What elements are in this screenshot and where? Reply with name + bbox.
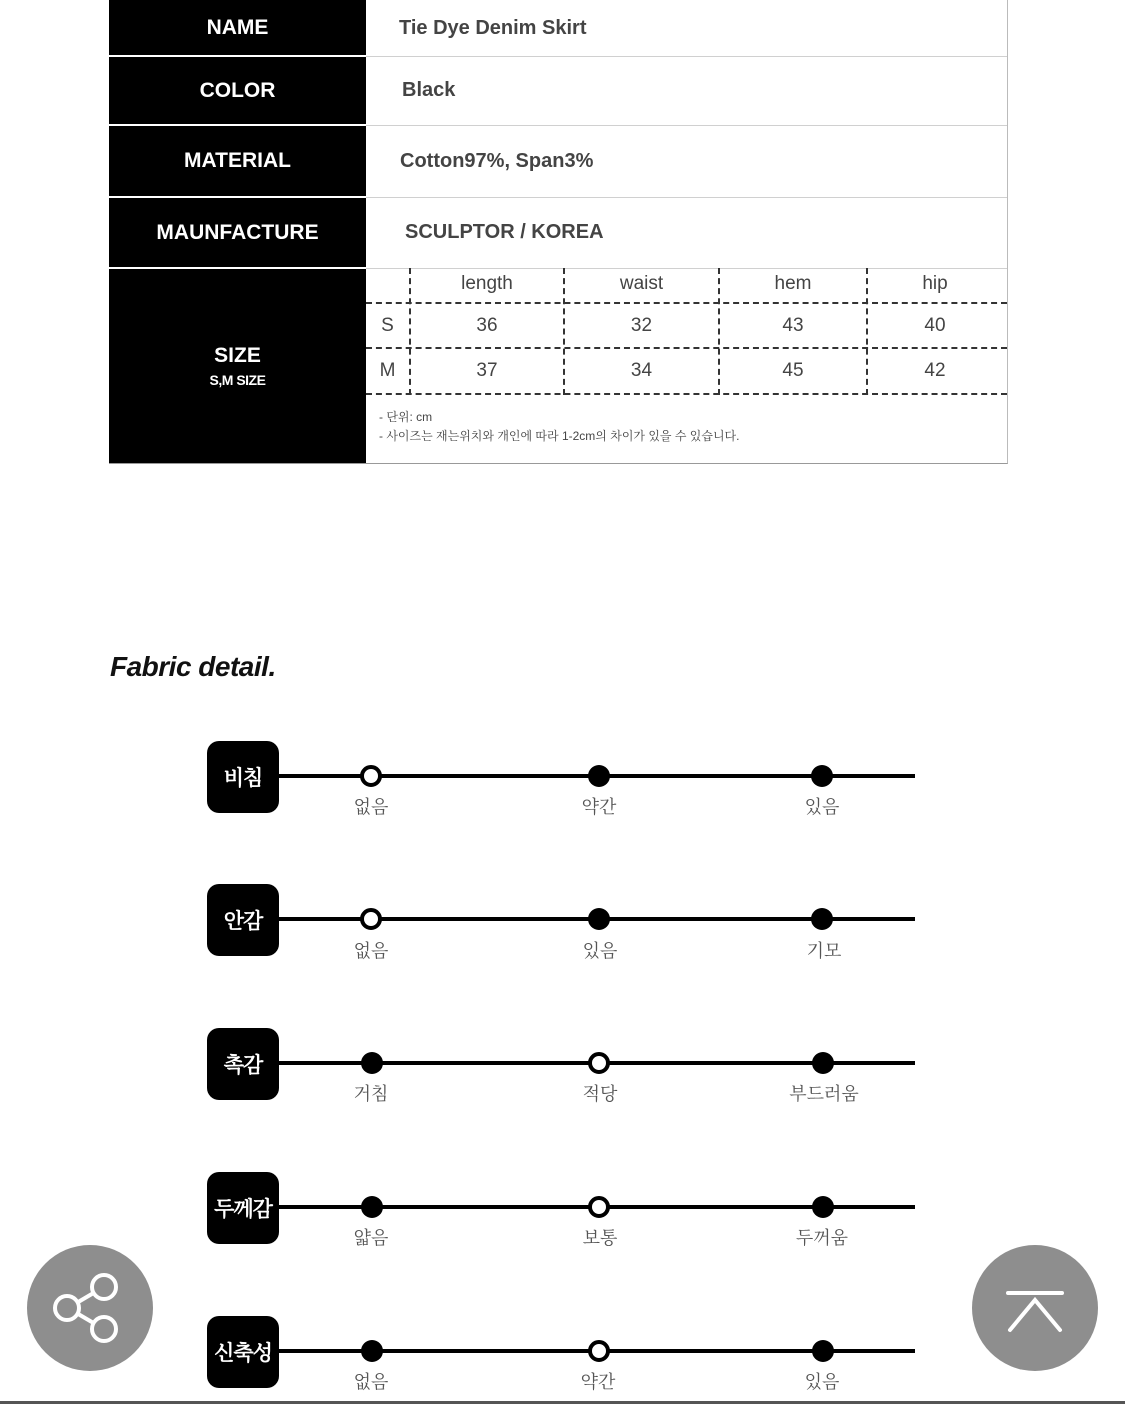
- scale-dot: [812, 1196, 834, 1218]
- scale-option: 있음: [804, 797, 840, 817]
- scale-option: 없음: [353, 797, 389, 817]
- scale-dot: [588, 1052, 610, 1074]
- color-label: COLOR: [109, 57, 366, 124]
- size-cell: 36: [476, 314, 498, 336]
- scale-dot: [588, 908, 610, 930]
- fabric-row-thickness: [0, 1171, 1125, 1261]
- scale-option: 있음: [582, 941, 618, 961]
- size-cell: 40: [924, 314, 946, 336]
- scale-option: 부드러움: [789, 1084, 859, 1104]
- scale-option: 없음: [353, 1372, 389, 1392]
- size-cell: 45: [782, 360, 804, 381]
- column-header-hip: hip: [922, 273, 948, 294]
- material-label: MATERIAL: [109, 126, 366, 196]
- scale-dot: [361, 1340, 383, 1362]
- size-sublabel: S,M SIZE: [209, 372, 266, 388]
- size-label: SIZE S,M SIZE: [109, 269, 366, 463]
- scale-dot: [811, 765, 833, 787]
- size-note: - 단위: cm: [379, 410, 433, 424]
- scale-option: 얇음: [353, 1228, 389, 1248]
- scale-option: 있음: [804, 1372, 840, 1392]
- scroll-to-top-button[interactable]: [972, 1245, 1098, 1371]
- product-spec-table: [109, 0, 1008, 464]
- scale-dot: [588, 1340, 610, 1362]
- fabric-row-label: 두께감: [207, 1172, 279, 1244]
- manufacture-label: MAUNFACTURE: [109, 198, 366, 267]
- size-cell: 43: [782, 314, 804, 336]
- scale-dot: [360, 908, 382, 930]
- material-value: Cotton97%, Span3%: [366, 125, 1007, 198]
- scale-dot: [361, 1052, 383, 1074]
- name-value: Tie Dye Denim Skirt: [366, 0, 1007, 57]
- scale-option: 적당: [582, 1084, 618, 1104]
- size-row-label: S: [381, 314, 394, 336]
- scale-dot: [588, 765, 610, 787]
- scale-option: 약간: [581, 797, 617, 817]
- size-note: - 사이즈는 재는위치와 개인에 따라 1-2cm의 차이가 있을 수 있습니다.: [379, 429, 740, 443]
- scale-dot: [360, 765, 382, 787]
- size-cell: 34: [630, 360, 653, 381]
- fabric-row-label: 안감: [207, 884, 279, 956]
- share-button[interactable]: [27, 1245, 153, 1371]
- scroll-to-top-icon: [972, 1245, 1098, 1371]
- share-icon: [27, 1245, 153, 1371]
- size-row-label: M: [379, 360, 396, 381]
- scale-option: 약간: [580, 1372, 616, 1392]
- scale-option: 보통: [582, 1228, 618, 1248]
- fabric-row-lining: [0, 883, 1125, 973]
- size-cell: 42: [924, 360, 946, 381]
- fabric-detail-title: Fabric detail.: [110, 651, 276, 682]
- color-value: Black: [366, 56, 1007, 126]
- column-header-waist: waist: [619, 273, 664, 294]
- fabric-row-stretch: [0, 1315, 1125, 1405]
- size-cell: 32: [630, 314, 653, 336]
- size-grid: [366, 268, 1007, 395]
- scale-option: 없음: [353, 941, 389, 961]
- fabric-row-label: 촉감: [207, 1028, 279, 1100]
- fabric-row-texture: [0, 1028, 1125, 1118]
- fabric-row-sheerness: [0, 740, 1125, 830]
- scale-dot: [811, 908, 833, 930]
- scale-option: 두꺼움: [795, 1228, 849, 1248]
- scale-option: 기모: [806, 941, 842, 961]
- scale-dot: [812, 1052, 834, 1074]
- size-notes: [379, 408, 739, 446]
- scale-dot: [588, 1196, 610, 1218]
- size-cell: 37: [476, 360, 498, 381]
- fabric-row-label: 신축성: [207, 1316, 279, 1388]
- column-header-length: length: [461, 273, 513, 294]
- scale-option: 거침: [353, 1084, 389, 1104]
- scale-dot: [812, 1340, 834, 1362]
- scale-dot: [361, 1196, 383, 1218]
- grid-line: [366, 393, 1007, 395]
- fabric-row-label: 비침: [207, 741, 279, 813]
- manufacture-value: SCULPTOR / KOREA: [366, 197, 1007, 269]
- column-header-hem: hem: [774, 273, 812, 294]
- name-label: NAME: [109, 0, 366, 55]
